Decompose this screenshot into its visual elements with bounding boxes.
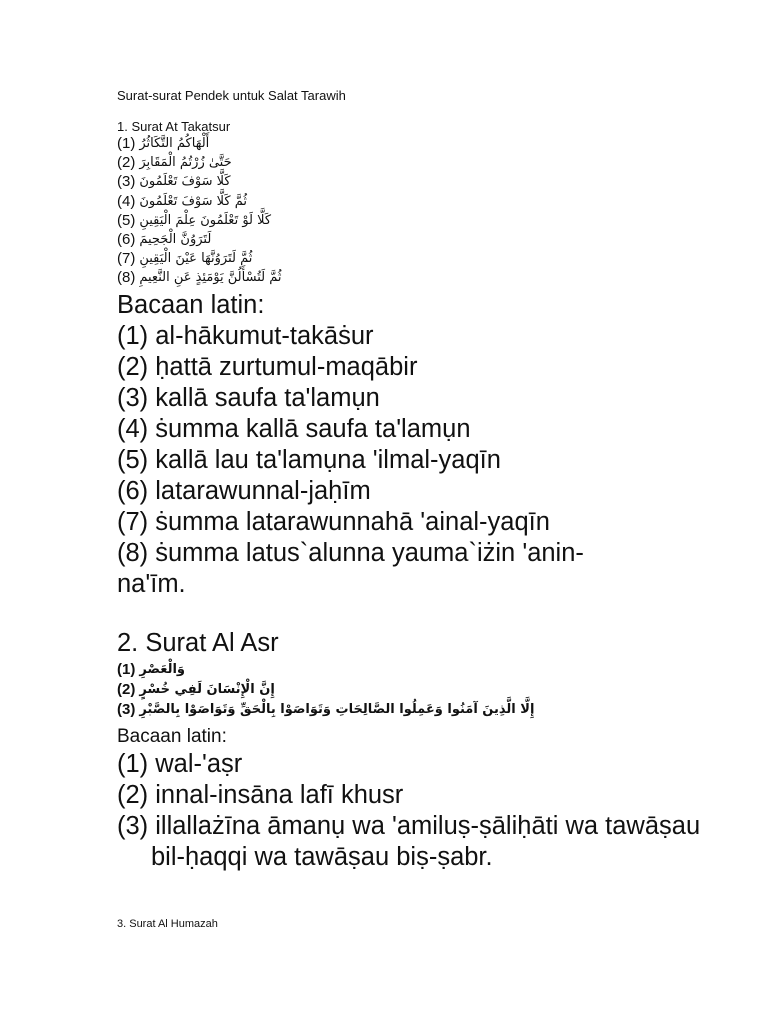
arabic-verse	[117, 153, 281, 172]
arabic-text: حَتَّىٰ زُرْتُمُ الْمَقَابِرَ	[139, 155, 232, 171]
arabic-text: إِلَّا الَّذِينَ آمَنُوا وَعَمِلُوا الصَّالِحَاتِ وَتَوَاصَوْا بِالْحَقِّ وَتَوَاصَوْا بِالصَّبْرِ	[139, 701, 535, 717]
section2-heading: 2. Surat Al Asr	[117, 629, 279, 657]
arabic-verse	[117, 230, 281, 249]
verse-number: (8)	[117, 269, 136, 287]
section2-latin-verses	[117, 749, 711, 873]
arabic-text: إِنَّ الْإِنْسَانَ لَفِي خُسْرٍ	[139, 681, 275, 697]
arabic-verse	[117, 268, 281, 287]
verse-number: (4)	[117, 192, 136, 210]
arabic-verse	[117, 659, 534, 679]
latin-verse: (5) kallā lau ta'lamụna 'ilmal-yaqīn	[117, 446, 501, 474]
section1-latin-verses	[117, 321, 647, 600]
verse-number: (3)	[117, 700, 136, 718]
latin-verse: (2) innal-insāna lafī khusr	[117, 781, 404, 809]
verse-number: (3)	[117, 173, 136, 191]
arabic-text: ثُمَّ لَتَرَوُنَّهَا عَيْنَ الْيَقِينِ	[139, 251, 253, 267]
latin-verse: (7) ṡumma latarawunnahā 'ainal-yaqīn	[117, 508, 550, 536]
latin-verse: (2) ḥattā zurtumul-maqābir	[117, 353, 418, 381]
latin-verse: (1) wal-'aṣr	[117, 750, 243, 778]
section3-heading: 3. Surat Al Humazah	[117, 918, 218, 930]
arabic-text: لَتَرَوُنَّ الْجَحِيمَ	[139, 232, 212, 248]
arabic-verse	[117, 679, 534, 699]
latin-verse: (1) al-hākumut-takāṡur	[117, 322, 374, 350]
arabic-text: كَلَّا سَوْفَ تَعْلَمُونَ	[139, 174, 231, 190]
verse-number: (1)	[117, 660, 136, 678]
arabic-verse	[117, 211, 281, 230]
verse-number: (1)	[117, 135, 136, 153]
arabic-text: وَالْعَصْرِ	[139, 661, 185, 677]
verse-number: (2)	[117, 154, 136, 172]
latin-verse: (3) kallā saufa ta'lamụn	[117, 384, 380, 412]
verse-number: (6)	[117, 231, 136, 249]
section1-latin-heading: Bacaan latin:	[117, 291, 265, 319]
arabic-text: ثُمَّ لَتُسْأَلُنَّ يَوْمَئِذٍ عَنِ النَّعِيمِ	[139, 270, 282, 286]
latin-verse: (4) ṡumma kallā saufa ta'lamụn	[117, 415, 471, 443]
verse-number: (5)	[117, 211, 136, 229]
section1-heading: 1. Surat At Takatsur	[117, 119, 231, 134]
arabic-verse	[117, 134, 281, 153]
latin-verse: (6) latarawunnal-jaḥīm	[117, 477, 371, 505]
section2-latin-heading: Bacaan latin:	[117, 726, 227, 747]
arabic-text: ثُمَّ كَلَّا سَوْفَ تَعْلَمُونَ	[139, 193, 248, 209]
document-title: Surat-surat Pendek untuk Salat Tarawih	[117, 88, 346, 103]
latin-verse: (3) illallażīna āmanụ wa 'amiluṣ-ṣāliḥāti wa tawāṣau bil-ḥaqqi wa tawāṣau biṣ-ṣabr.	[117, 812, 701, 871]
arabic-text: كَلَّا لَوْ تَعْلَمُونَ عِلْمَ الْيَقِينِ	[139, 212, 272, 228]
arabic-verse	[117, 699, 534, 719]
latin-verse: (8) ṡumma latus`alunna yauma`iżin 'anin-na'īm.	[117, 539, 584, 598]
verse-number: (2)	[117, 680, 136, 698]
section2-arabic-verses	[117, 659, 534, 719]
arabic-verse	[117, 192, 281, 211]
verse-number: (7)	[117, 250, 136, 268]
arabic-verse	[117, 249, 281, 268]
section1-arabic-verses	[117, 134, 281, 288]
arabic-text: أَلْهَاكُمُ التَّكَاثُرُ	[139, 136, 210, 152]
arabic-verse	[117, 172, 281, 191]
